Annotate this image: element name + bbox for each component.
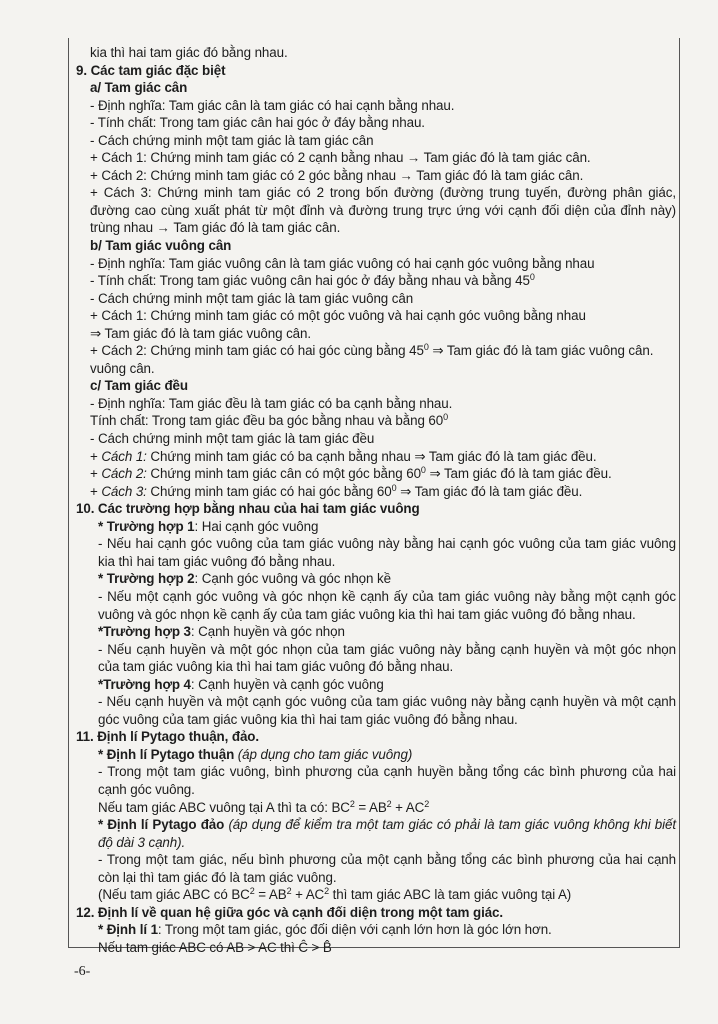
text-line	[76, 342, 676, 360]
text-italic: Cách 1:	[101, 448, 147, 464]
text-paragraph	[76, 816, 676, 851]
text-span: : Cạnh huyền và góc nhọn	[190, 624, 345, 640]
text-span: +	[90, 448, 102, 464]
text-italic: Cách 2:	[101, 466, 147, 482]
text-paragraph: - Nếu cạnh huyền và một cạnh góc vuông của tam giác vuông này bằng cạnh huyền và một cạnh góc vuông của tam giác vuông kia thì hai tam giác vuông đó bằng nhau.	[98, 694, 676, 727]
text-line	[76, 746, 676, 764]
square-sup: 2	[286, 886, 292, 897]
text-line: - Định nghĩa: Tam giác vuông cân là tam giác vuông có hai cạnh góc vuông bằng nhau	[90, 255, 595, 271]
text-span: Tính chất: Trong tam giác đều ba góc bằng nhau và bằng 60	[90, 413, 444, 429]
text-span: : Trong một tam giác, góc đối diện với cạnh lớn hơn là góc lớn hơn.	[157, 922, 552, 938]
text-paragraph: - Nếu hai cạnh góc vuông của tam giác vuông này bằng hai cạnh góc vuông của tam giác vuông kia thì hai tam giác vuông đó bằng nhau.	[98, 536, 676, 569]
text-paragraph: - Trong một tam giác, nếu bình phương của một cạnh bằng tổng các bình phương của hai cạnh còn lại thì tam giác đó là tam giác vuông.	[98, 852, 676, 885]
text-bold: * Trường hợp 2	[98, 571, 195, 587]
text-line: vuông cân.	[90, 360, 155, 376]
degree-sup: 0	[420, 465, 426, 476]
section-heading-9: 9. Các tam giác đặc biệt	[76, 62, 226, 78]
text-line	[76, 623, 676, 641]
section-heading-10: 10. Các trường hợp bằng nhau của hai tam giác vuông	[76, 501, 420, 517]
text-line	[76, 272, 676, 290]
text-paragraph: + Cách 3: Chứng minh tam giác có 2 trong bốn đường (đường trung tuyến, đường phân giác, đường cao cùng xuất phát từ một đỉnh và đường trung trực ứng với cạnh đối diện của đỉnh này) trùng nhau → Tam giác đó là tam giác cân.	[90, 185, 676, 236]
text-span: : Cạnh huyền và cạnh góc vuông	[190, 676, 384, 692]
text-italic: (áp dụng để kiểm tra một tam giác có phải là tam giác vuông không khi biết độ dài 3 cạnh).	[98, 817, 676, 850]
text-bold: * Định lí Pytago đảo	[98, 817, 225, 833]
text-span: thì tam giác ABC là tam giác vuông tại A)	[329, 887, 572, 903]
text-span: ⇒ Tam giác đó là tam giác vuông cân.	[428, 343, 654, 359]
text-italic: (áp dụng cho tam giác vuông)	[234, 746, 413, 762]
text-paragraph: - Trong một tam giác vuông, bình phương của cạnh huyền bằng tổng các bình phương của hai cạnh góc vuông.	[98, 764, 676, 797]
text-span: + AC	[291, 887, 325, 903]
text-span: +	[90, 483, 102, 499]
subheading-right-isosceles: b/ Tam giác vuông cân	[90, 238, 232, 254]
text-span: Chứng minh tam giác cân có một góc bằng 60	[146, 466, 421, 482]
text-line	[76, 518, 676, 536]
degree-sup: 0	[443, 412, 449, 423]
text-span: Chứng minh tam giác có hai góc bằng 60	[146, 483, 392, 499]
text-line: ⇒ Tam giác đó là tam giác vuông cân.	[90, 325, 311, 341]
text-line: + Cách 1: Chứng minh tam giác có 2 cạnh bằng nhau → Tam giác đó là tam giác cân.	[90, 150, 591, 166]
text-span: Chứng minh tam giác có ba cạnh bằng nhau ⇒ Tam giác đó là tam giác đều.	[146, 448, 597, 464]
square-sup: 2	[324, 886, 329, 897]
text-line	[76, 676, 676, 694]
subheading-isosceles: a/ Tam giác cân	[90, 80, 188, 96]
text-bold: *Trường hợp 3	[98, 624, 191, 640]
square-sup: 2	[249, 886, 255, 897]
text-line: + Cách 1: Chứng minh tam giác có một góc vuông và hai cạnh góc vuông bằng nhau	[90, 308, 586, 324]
text-bold: * Định lí Pytago thuận	[98, 746, 235, 762]
text-bold: * Định lí 1	[98, 922, 158, 938]
section-heading-12: 12. Định lí về quan hệ giữa góc và cạnh đối diện trong một tam giác.	[76, 904, 504, 920]
text-bold: * Trường hợp 1	[98, 518, 195, 534]
text-paragraph: - Nếu cạnh huyền và một góc nhọn của tam giác vuông này bằng cạnh huyền và một góc nhọn của tam giác vuông kia thì hai tam giác vuông đó bằng nhau.	[98, 641, 676, 675]
degree-sup: 0	[391, 482, 397, 493]
text-line: - Định nghĩa: Tam giác đều là tam giác có ba cạnh bằng nhau.	[90, 395, 453, 411]
square-sup: 2	[349, 798, 355, 809]
text-line: - Định nghĩa: Tam giác cân là tam giác có hai cạnh bằng nhau.	[90, 97, 455, 113]
degree-sup: 0	[423, 342, 429, 353]
text-line: Nếu tam giác ABC có AB > AC thì Ĉ > B̂	[98, 939, 332, 955]
degree-sup: 0	[529, 272, 535, 283]
text-span: = AB	[254, 887, 287, 903]
text-line: kia thì hai tam giác đó bằng nhau.	[90, 45, 288, 60]
text-span: Nếu tam giác ABC vuông tại A thì ta có: BC	[98, 799, 350, 815]
text-bold: *Trường hợp 4	[98, 676, 191, 692]
text-line	[76, 799, 676, 817]
text-line	[76, 412, 676, 430]
text-span: ⇒ Tam giác đó là tam giác đều.	[396, 483, 583, 499]
text-line: + Cách 2: Chứng minh tam giác có 2 góc bằng nhau → Tam giác đó là tam giác cân.	[90, 167, 584, 183]
subheading-equilateral: c/ Tam giác đều	[90, 378, 188, 394]
text-span: = AB	[354, 799, 387, 815]
square-sup: 2	[424, 798, 430, 809]
page-content	[76, 44, 676, 956]
section-heading-11: 11. Định lí Pytago thuận, đảo.	[76, 729, 260, 745]
text-line: - Cách chứng minh một tam giác là tam giác vuông cân	[90, 290, 414, 306]
text-line	[76, 570, 676, 588]
text-line	[76, 886, 676, 904]
text-line	[76, 921, 676, 939]
text-span: + Cách 2: Chứng minh tam giác có hai góc cùng bằng 45	[90, 343, 424, 359]
text-paragraph: - Nếu một cạnh góc vuông và góc nhọn kề cạnh ấy của tam giác vuông này bằng một cạnh góc vuông và góc nhọn kề cạnh ấy của tam giác vuông kia thì hai tam giác vuông đó bằng nhau.	[98, 588, 676, 622]
text-line	[76, 448, 676, 466]
square-sup: 2	[386, 798, 392, 809]
text-line: - Cách chứng minh một tam giác là tam giác đều	[90, 431, 375, 447]
text-line	[76, 465, 676, 483]
text-span: - Tính chất: Trong tam giác vuông cân hai góc ở đáy bằng nhau và bằng 45	[90, 273, 530, 289]
text-line: - Tính chất: Trong tam giác cân hai góc ở đáy bằng nhau.	[90, 115, 425, 131]
text-line	[76, 483, 676, 501]
text-span: : Cạnh góc vuông và góc nhọn kề	[194, 571, 391, 587]
text-span: + AC	[391, 799, 425, 815]
text-span: +	[90, 466, 102, 482]
text-italic: Cách 3:	[101, 483, 147, 499]
text-span: : Hai cạnh góc vuông	[194, 518, 319, 534]
text-line: - Cách chứng minh một tam giác là tam giác cân	[90, 132, 374, 148]
page-number: -6-	[74, 964, 91, 979]
text-span: ⇒ Tam giác đó là tam giác đều.	[425, 466, 612, 482]
text-span: (Nếu tam giác ABC có BC	[98, 887, 250, 903]
